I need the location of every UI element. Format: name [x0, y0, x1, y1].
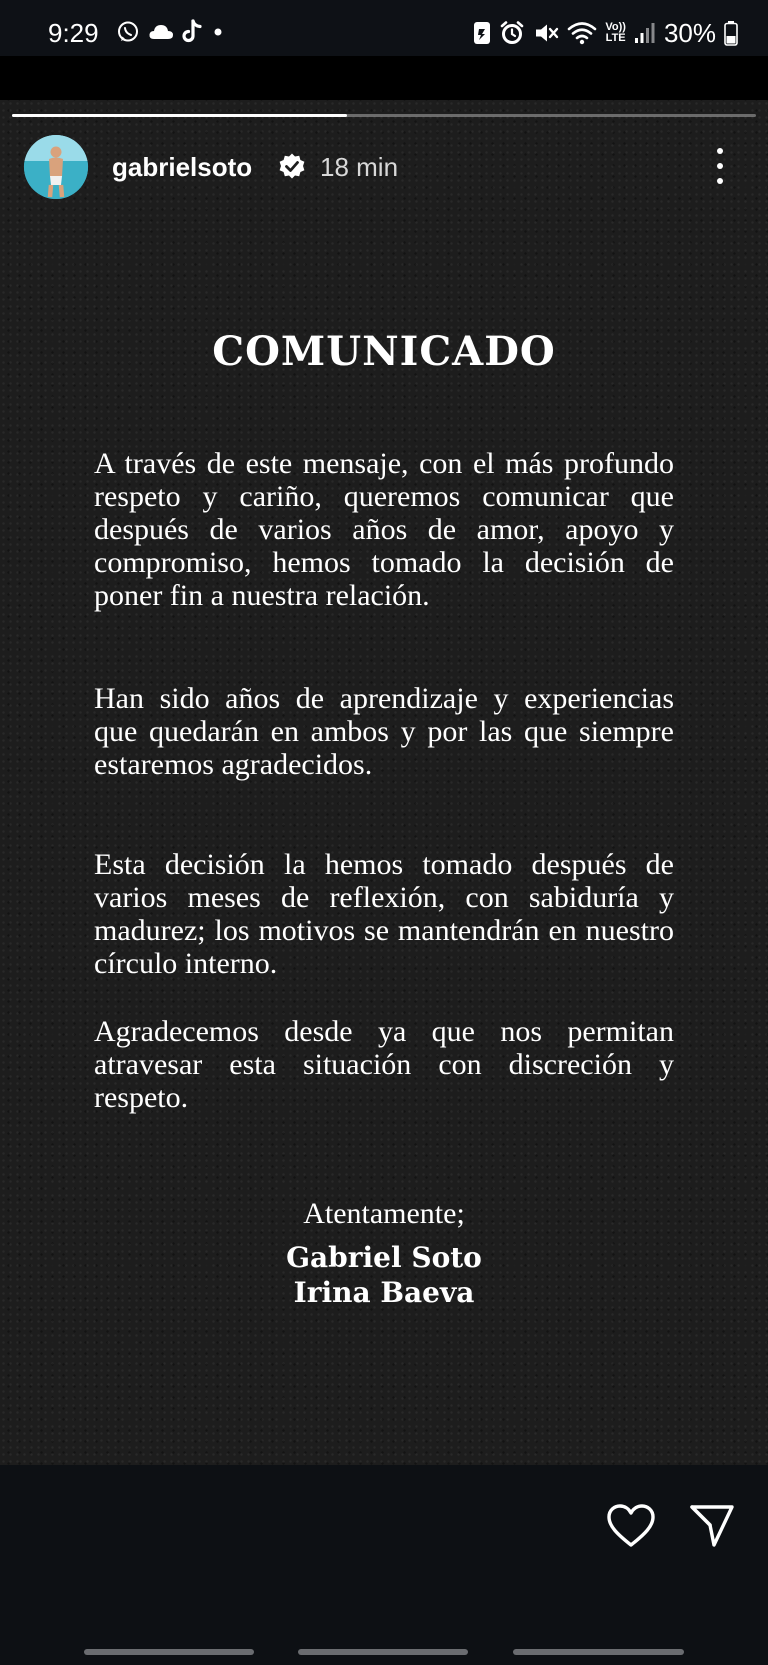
story-timestamp: 18 min — [320, 152, 399, 182]
volte-icon — [605, 22, 626, 44]
status-time: 9:29 — [48, 18, 99, 48]
story-progress-fill — [12, 114, 347, 117]
nav-bar-segment — [84, 1649, 254, 1655]
story-footer — [0, 1465, 768, 1665]
dot-icon — [212, 26, 224, 38]
more-options-icon[interactable] — [706, 146, 734, 186]
cloud-icon — [148, 22, 174, 42]
mute-icon — [533, 20, 559, 46]
status-bar — [0, 0, 768, 56]
story-username[interactable]: gabrielsoto — [112, 152, 253, 182]
wifi-icon — [567, 20, 597, 46]
battery-icon — [724, 20, 738, 46]
statement-paragraph-3: Esta decisión la hemos tomado después de varios meses de reflexión, con sabiduría y madurez; los motivos se mantendrán en nuestro círculo interno. — [94, 848, 674, 980]
story-progress-bar — [12, 114, 756, 117]
status-bar-gap — [0, 56, 768, 100]
statement-title: COMUNICADO — [212, 328, 556, 375]
system-icons — [473, 18, 738, 48]
more-dot — [717, 178, 723, 184]
nav-bar-segment — [298, 1649, 468, 1655]
signal-icon — [634, 21, 656, 45]
volte-label: Vo)) — [605, 21, 626, 33]
verified-badge-icon — [278, 152, 306, 180]
tiktok-icon — [182, 19, 204, 45]
send-icon[interactable] — [688, 1503, 736, 1549]
whatsapp-icon — [116, 20, 140, 44]
statement-closing: Atentamente; — [303, 1197, 465, 1230]
signature-name: Irina Baeva — [293, 1276, 475, 1309]
lte-label: LTE — [605, 32, 626, 44]
nfc-icon — [473, 21, 491, 45]
statement-paragraph-2: Han sido años de aprendizaje y experiencias que quedarán en ambos y por las que siempre estaremos agradecidos. — [94, 682, 674, 781]
avatar[interactable] — [24, 135, 88, 199]
more-dot — [717, 163, 723, 169]
story-content[interactable] — [0, 100, 768, 1465]
signature-name: Gabriel Soto — [286, 1241, 482, 1274]
statement-paragraph-1: A través de este mensaje, con el más profundo respeto y cariño, queremos comunicar que después de varios años de amor, apoyo y compromiso, hemos tomado la decisión de poner fin a nuestra relación. — [94, 447, 674, 612]
heart-icon[interactable] — [606, 1503, 656, 1549]
statement-paragraph-4: Agradecemos desde ya que nos permitan atravesar esta situación con discreción y respeto. — [94, 1015, 674, 1114]
nav-bar-segment — [513, 1649, 684, 1655]
avatar-image — [24, 135, 88, 199]
notification-icons — [116, 18, 224, 46]
battery-percent: 30% — [663, 17, 716, 48]
more-dot — [717, 148, 723, 154]
alarm-icon — [499, 20, 525, 46]
